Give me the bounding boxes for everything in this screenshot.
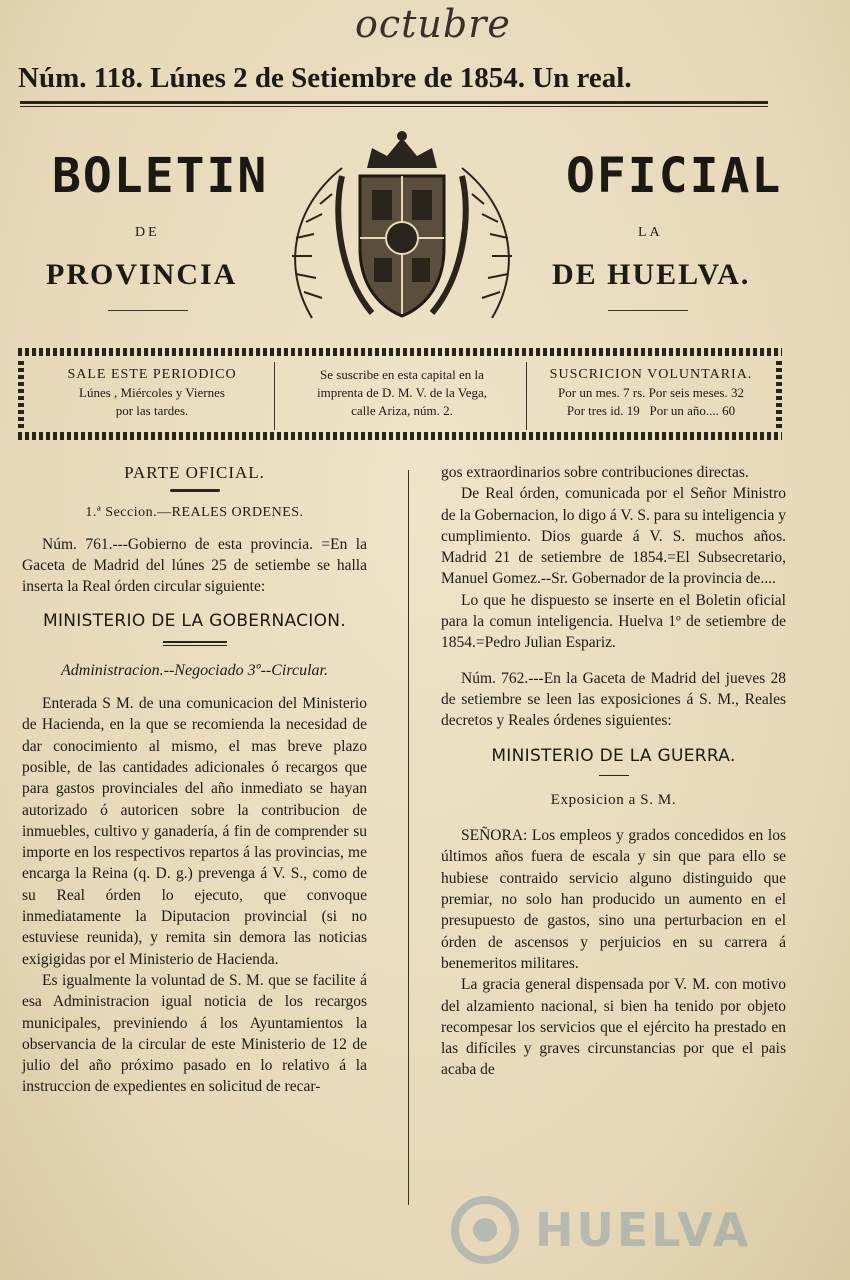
schedule-time: por las tardes.: [115, 403, 189, 418]
ornamental-border-top: [18, 348, 782, 356]
exposition-body-1: SEÑORA: Los empleos y grados concedidos en los últimos años fuera de escala y sin que para ello se hubiese contraido servicio alguno distinguido que premiar, no solo han producido un aumento en el presupuesto de gastos, sino una perturbacion en el órden de ascensos y perjuicios en su carrera á benemeritos militares.: [441, 827, 786, 972]
short-rule-divider: [599, 775, 629, 776]
title-la: LA: [638, 225, 663, 240]
address-line-3: calle Ariza, núm. 2.: [351, 403, 453, 418]
schedule-heading: SALE ESTE PERIODICO: [67, 367, 237, 382]
left-column: [22, 462, 367, 1098]
ornamental-border-left: [18, 358, 24, 428]
address-line-1: Se suscribe en esta capital en la: [320, 367, 484, 382]
title-de-huelva: DE HUELVA.: [552, 258, 751, 291]
address-line-2: imprenta de D. M. V. de la Vega,: [316, 385, 488, 400]
ministry-heading-guerra: MINISTERIO DE LA GUERRA.: [491, 745, 736, 766]
title-oficial: OFICIAL: [566, 148, 783, 204]
section-subheading: 1.ª Seccion.—REALES ORDENES.: [85, 505, 304, 521]
paragraph-gap: [441, 654, 786, 668]
subscription-address: [280, 366, 524, 420]
info-divider: [526, 362, 527, 430]
watermark-emblem-icon: [440, 1195, 530, 1265]
coat-of-arms-icon: [282, 128, 522, 328]
issue-masthead: Núm. 118. Lúnes 2 de Setiembre de 1854. Un real.: [18, 62, 632, 94]
prices-line-2: Por tres id. 19 Por un año.... 60: [566, 403, 736, 418]
info-divider: [274, 362, 275, 430]
article-761-continuation: gos extraordinarios sobre contribuciones directas.: [441, 464, 749, 481]
exposition-heading: Exposicion a S. M.: [550, 791, 677, 808]
exposition-body-2: La gracia general dispensada por V. M. con motivo del alzamiento nacional, si bien ha tenido por objeto recompesar los servicios que el ejército ha prestado en las difíciles y graves circunstancias por que el pais acaba de: [441, 976, 786, 1079]
publication-schedule: [32, 366, 272, 420]
prices-heading: SUSCRICION VOLUNTARIA.: [549, 367, 753, 382]
masthead-rule: [20, 101, 768, 104]
article-761-body-2: Es igualmente la voluntad de S. M. que se facilite á esa Administracion igual noticia de los recargos municipales, previniendo á los Ayuntamientos la observancia de la circular de este Ministerio de 12 de julio del año próximo pasado en lo relativo á la instruccion de expedientes en solicitud de recar-: [22, 971, 367, 1096]
circular-heading: Administracion.--Negociado 3º--Circular.: [60, 661, 328, 679]
article-761-intro: Núm. 761.---Gobierno de esta provincia. =En la Gaceta de Madrid del lúnes 25 de setiembe se halla inserta la Real órden circular siguiente:: [22, 535, 367, 596]
title-de: DE: [135, 225, 160, 240]
article-761-body-1: Enterada S M. de una comunicacion del Ministerio de Hacienda, en la que se recomienda la necesidad de dar conocimiento al mismo, el mas breve plazo posible, de las cantidades adicionales ó recargos que para gastos provinciales del año inmediato se hayan autorizado ó autoricen sobre la contribucion de inmuebles, cultivo y ganadería, á fin de comprender su importe en los respectivos repartos á las provincias, me encarga la Reina (q. D. g.) prevenga á V. S., como de su Real órden lo ejecuto, que convoque inmediatamente la Diputacion provincial (si no estuviese reunida), y remita sin demora las noticias exigigidas por el Ministerio de Hacienda.: [22, 695, 367, 968]
ornament-divider: [170, 489, 220, 492]
title-provincia: PROVINCIA: [46, 258, 238, 291]
subscription-prices: [528, 366, 774, 420]
ornamental-border-right: [776, 358, 782, 428]
ministry-heading-gobernacion: MINISTERIO DE LA GOBERNACION.: [43, 611, 346, 632]
schedule-days: Lúnes , Miércoles y Viernes: [79, 385, 225, 400]
article-761-order: De Real órden, comunicada por el Señor Ministro de la Gobernacion, lo digo á V. S. para su inteligencia y cumplimiento. Dios guarde á V. S. muchos años. Madrid 21 de setiembre de 1854.=El Subsecretario, Manuel Gomez.--Sr. Gobernador de la provincia de....: [441, 485, 786, 588]
section-heading-parte-oficial: PARTE OFICIAL.: [124, 463, 265, 482]
subscription-info-box: [18, 348, 782, 440]
double-rule-divider: [163, 641, 227, 646]
flourish-right: [608, 310, 688, 311]
column-divider: [408, 470, 409, 1205]
prices-line-1: Por un mes. 7 rs. Por seis meses. 32: [558, 385, 744, 400]
archive-watermark: [440, 1195, 770, 1265]
right-column: [441, 462, 786, 1081]
watermark-text: HUELVA: [535, 1203, 752, 1257]
flourish-left: [108, 310, 188, 311]
title-boletin: BOLETIN: [52, 148, 269, 204]
article-762-intro: Núm. 762.---En la Gaceta de Madrid del jueves 28 de setiembre se leen las exposiciones á S. M., Reales decretos y Reales órdenes siguientes:: [441, 669, 786, 730]
masthead-rule-thin: [20, 106, 768, 107]
ornamental-border-bottom: [18, 432, 782, 440]
article-761-closing: Lo que he dispuesto se inserte en el Boletin oficial para la comun inteligencia. Huelva 1º de setiembre de 1854.=Pedro Julian Espariz.: [441, 591, 786, 652]
handwritten-annotation: octubre: [355, 2, 511, 46]
